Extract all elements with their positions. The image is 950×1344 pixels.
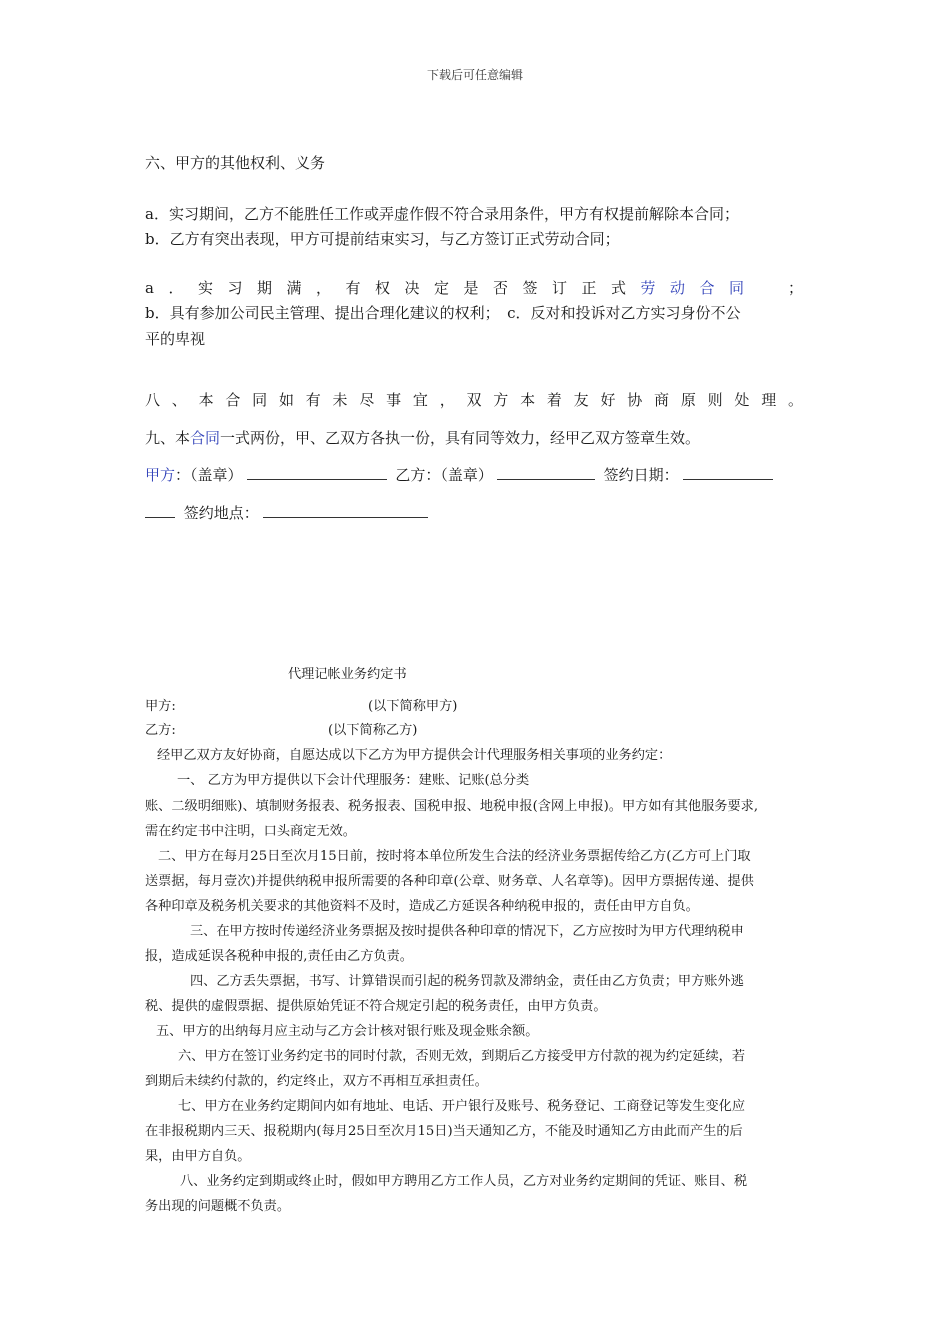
labor-contract-link[interactable]: 劳动合同: [640, 279, 759, 297]
section-6-item-b2-cont: 平的卑视: [145, 330, 206, 348]
party-a-label: 甲方: [145, 466, 176, 484]
agreement-title: 代理记帐业务约定书: [288, 667, 407, 682]
clause-5-line-1: 五、甲方的出纳每月应主动与乙方会计核对银行账及现金账余额。: [156, 1024, 539, 1039]
sign-place-label: 签约地点：: [183, 504, 259, 522]
contract-link[interactable]: 合同: [190, 429, 221, 447]
clause-6-line-2: 到期后未续约付款的，约定终止，双方不再相互承担责任。: [145, 1074, 488, 1089]
agreement-party-b-label: 乙方:: [145, 723, 176, 738]
sign-date-blank-cont[interactable]: [145, 505, 175, 518]
signature-place-line: [145, 502, 432, 523]
section-6-item-a2: [145, 277, 803, 298]
clause-1-line-1: 一、 乙方为甲方提供以下会计代理服务：建账、记账(总分类: [177, 773, 530, 788]
clause-8-line-1: 八、业务约定到期或终止时，假如甲方聘用乙方工作人员，乙方对业务约定期间的凭证、账目、税: [180, 1174, 748, 1189]
header-note: 下载后可任意编辑: [426, 68, 523, 82]
section-6-item-a1: a．实习期间，乙方不能胜任工作或弄虚作假不符合录用条件，甲方有权提前解除本合同；: [145, 205, 739, 223]
clause-7-line-3: 果，由甲方自负。: [145, 1149, 251, 1164]
party-a-seal: ：（盖章）: [175, 466, 243, 484]
section-9-suffix: 一式两份，甲、乙双方各执一份，具有同等效力，经甲乙双方签章生效。: [220, 429, 701, 447]
party-a-signature-blank[interactable]: [247, 467, 387, 480]
agreement-party-b: [145, 719, 418, 738]
sign-place-blank[interactable]: [263, 505, 428, 518]
clause-7-line-1: 七、甲方在业务约定期间内如有地址、电话、开户银行及账号、税务登记、工商登记等发生变化应: [178, 1099, 746, 1114]
clause-4-line-2: 税、提供的虚假票据、提供原始凭证不符合规定引起的税务责任，由甲方负责。: [145, 999, 607, 1014]
agreement-party-a-note: (以下简称甲方): [368, 699, 458, 714]
clause-1-line-3: 需在约定书中注明，口头商定无效。: [145, 824, 356, 839]
clause-2-line-1: 二、甲方在每月25日至次月15日前，按时将本单位所发生合法的经济业务票据传给乙方(乙方可上门取: [158, 849, 751, 864]
clause-2-line-3: 各种印章及税务机关要求的其他资料不及时，造成乙方延误各种纳税申报的，责任由甲方自负。: [145, 899, 699, 914]
agreement-party-a-label: 甲方:: [145, 699, 176, 714]
clause-8-line-2: 务出现的问题概不负责。: [145, 1199, 291, 1214]
a2-prefix: a．实习期满，有权决定是否签订正式: [145, 279, 641, 297]
a2-suffix: ；: [787, 279, 803, 297]
clause-4-line-1: 四、乙方丢失票据，书写、计算错误而引起的税务罚款及滞纳金，责任由乙方负责；甲方账外逃: [190, 974, 744, 989]
agreement-intro: 经甲乙双方友好协商，自愿达成以下乙方为甲方提供会计代理服务相关事项的业务约定：: [157, 748, 672, 763]
section-9-prefix: 九、本: [145, 429, 191, 447]
section-6-title: 六、甲方的其他权利、义务: [145, 154, 326, 172]
sign-date-blank[interactable]: [683, 467, 773, 480]
clause-3-line-1: 三、在甲方按时传递经济业务票据及按时提供各种印章的情况下，乙方应按时为甲方代理纳税申: [190, 924, 744, 939]
section-6-item-b1: b．乙方有突出表现，甲方可提前结束实习，与乙方签订正式劳动合同；: [145, 230, 620, 248]
section-8: 八、本合同如有未尽事宜，双方本着友好协商原则处理。: [145, 391, 803, 409]
party-b-seal: 乙方：（盖章）: [395, 466, 493, 484]
agreement-party-b-note: (以下简称乙方): [328, 723, 418, 738]
section-9: [145, 427, 700, 448]
sign-date-label: 签约日期：: [603, 466, 679, 484]
clause-7-line-2: 在非报税期内三天、报税期内(每月25日至次月15日)当天通知乙方，不能及时通知乙方由此而产生的后: [145, 1124, 743, 1139]
party-b-signature-blank[interactable]: [497, 467, 595, 480]
agreement-party-a: [145, 695, 458, 714]
clause-1-line-2: 账、二级明细账)、填制财务报表、税务报表、国税申报、地税申报(含网上申报)。甲方如有其他服务要求,: [145, 799, 759, 814]
clause-2-line-2: 送票据，每月壹次)并提供纳税申报所需要的各种印章(公章、财务章、人名章等)。因甲方票据传递、提供: [145, 874, 754, 889]
clause-3-line-2: 报，造成延误各税种申报的,责任由乙方负责。: [145, 949, 413, 964]
clause-6-line-1: 六、甲方在签订业务约定书的同时付款，否则无效，到期后乙方接受甲方付款的视为约定延续，若: [178, 1049, 746, 1064]
section-6-item-b2: b．具有参加公司民主管理、提出合理化建议的权利； c．反对和投诉对乙方实习身份不公: [145, 304, 741, 322]
signature-line: [145, 464, 773, 485]
